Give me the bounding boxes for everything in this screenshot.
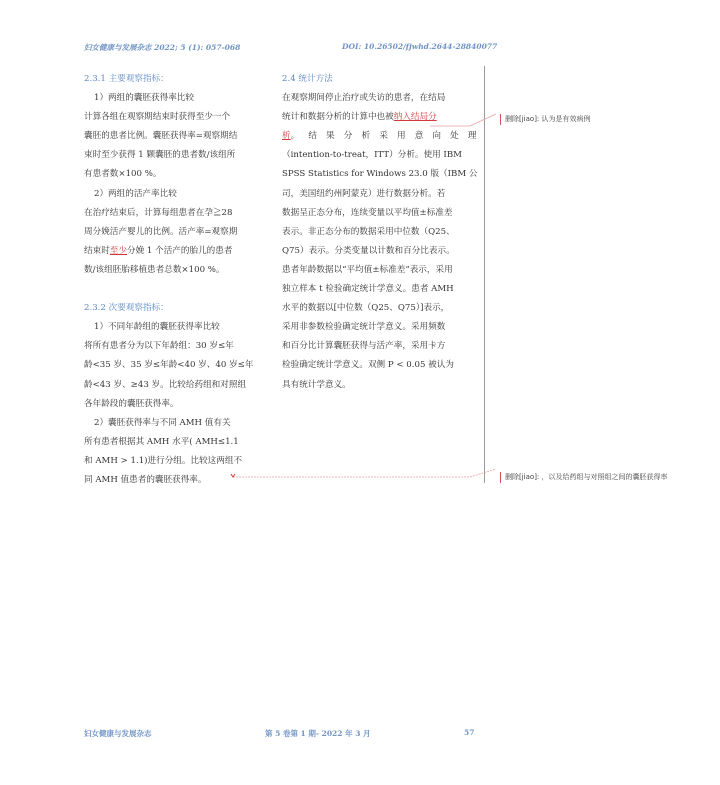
tracked-insertion[interactable]: 至少 bbox=[109, 245, 127, 256]
paragraph-line: 将所有患者分为以下年龄组：30 岁≤年 bbox=[84, 341, 234, 352]
paragraph-line: 检验确定统计学意义。双侧 P < 0.05 被认为 bbox=[282, 360, 454, 371]
subheading-live-birth-rate: 2）两组的活产率比较 bbox=[94, 188, 177, 199]
comment-label: 删除[jiao]: bbox=[505, 473, 540, 481]
paragraph-line: 水平的数据以[中位数（Q25、Q75）]表示， bbox=[282, 303, 450, 314]
paragraph-line: SPSS Statistics for Windows 23.0 版（IBM 公 bbox=[282, 169, 478, 180]
text: 分娩 1 个活产的胎儿的患者 bbox=[127, 245, 233, 256]
section-heading-2-3-1: 2.3.1 主要观察指标： bbox=[84, 74, 169, 84]
subheading-age-groups: 1）不同年龄组的囊胚获得率比较 bbox=[94, 322, 220, 333]
paragraph-line: 龄<43 岁、≥43 岁。比较给药组和对照组 bbox=[84, 379, 247, 390]
comment-text: ，以及给药组与对照组之间的囊胚获得率 bbox=[541, 473, 668, 481]
paragraph-line: （intention-to-treat，ITT）分析。使用 IBM bbox=[282, 150, 462, 161]
paragraph-line: 在观察期间停止治疗或失访的患者，在结局 bbox=[282, 93, 446, 104]
paragraph-line: 各年龄段的囊胚获得率。 bbox=[84, 398, 179, 409]
paragraph-line: 具有统计学意义。 bbox=[282, 379, 351, 390]
running-header-journal: 妇女健康与发展杂志 2022; 5 (1): 057-068 bbox=[84, 43, 241, 52]
subheading-amh: 2）囊胚获得率与不同 AMH 值有关 bbox=[94, 417, 231, 428]
paragraph-line: 和百分比计算囊胚获得与活产率，采用卡方 bbox=[282, 341, 446, 352]
section-heading-2-4: 2.4 统计方法 bbox=[282, 74, 333, 84]
paragraph-line: 计算各组在观察期结束时获得至少一个 bbox=[84, 112, 231, 123]
tracked-insertion[interactable]: 纳入结局分 bbox=[393, 112, 437, 123]
comment-text: 认为是有效病例 bbox=[541, 115, 591, 123]
paragraph-line: 和 AMH > 1.1)进行分组。比较这两组不 bbox=[84, 455, 243, 466]
paragraph-line: 束时至少获得 1 颗囊胚的患者数/该组所 bbox=[84, 150, 236, 161]
subheading-blastocyst-rate: 1）两组的囊胚获得率比较 bbox=[94, 93, 194, 104]
paragraph-line: 龄<35 岁、35 岁≤年龄<40 岁、40 岁≤年 bbox=[84, 360, 254, 371]
paragraph-line: 在治疗结束后，计算每组患者在孕≧28 bbox=[84, 207, 233, 218]
comment-balloon-deletion[interactable] bbox=[500, 472, 668, 483]
paragraph-line: 患者年龄数据以“平均值±标准差”表示，采用 bbox=[282, 264, 453, 275]
paragraph-line: 数据呈正态分布，连续变量以平均值±标准差 bbox=[282, 207, 453, 218]
paragraph-line: 采用非参数检验确定统计学意义。采用频数 bbox=[282, 322, 446, 333]
text: 统计和数据分析的计算中也被 bbox=[282, 112, 394, 123]
paragraph-line: 有患者数×100 %。 bbox=[84, 169, 162, 180]
text: 。 结 果 分 析 采 用 意 向 处 理 bbox=[290, 131, 480, 142]
paragraph-line: 囊胚的患者比例。囊胚获得率=观察期结 bbox=[84, 131, 238, 142]
paragraph-line: 司，美国纽约州阿蒙克）进行数据分析。若 bbox=[282, 188, 446, 199]
tracked-insertion[interactable]: 析 bbox=[282, 131, 291, 142]
paragraph-line: 数/该组胚胎移植患者总数×100 %。 bbox=[84, 264, 225, 275]
running-header-doi: DOI: 10.26502/fjwhd.2644-28840077 bbox=[342, 42, 498, 51]
paragraph-line: 表示。非正态分布的数据采用中位数（Q25、 bbox=[282, 226, 455, 237]
paragraph-line: 周分娩活产婴儿的比例。活产率=观察期 bbox=[84, 226, 238, 237]
paragraph-line: Q75）表示。分类变量以计数和百分比表示。 bbox=[282, 245, 455, 256]
footer-issue: 第 5 卷第 1 期- 2022 年 3 月 bbox=[265, 729, 371, 738]
text: 结束时 bbox=[84, 245, 110, 256]
paragraph-line: 同 AMH 值患者的囊胚获得率。 bbox=[84, 474, 207, 485]
comment-balloon-deletion[interactable] bbox=[500, 114, 591, 125]
comment-label: 删除[jiao]: bbox=[505, 115, 540, 123]
section-heading-2-3-2: 2.3.2 次要观察指标： bbox=[84, 303, 169, 314]
footer-page-number: 57 bbox=[464, 728, 475, 737]
paragraph-line: 独立样本 t 检验确定统计学意义。患者 AMH bbox=[282, 284, 454, 295]
footer-journal: 妇女健康与发展杂志 bbox=[84, 729, 152, 738]
paragraph-line: 所有患者根据其 AMH 水平( AMH≤1.1 bbox=[84, 436, 239, 447]
